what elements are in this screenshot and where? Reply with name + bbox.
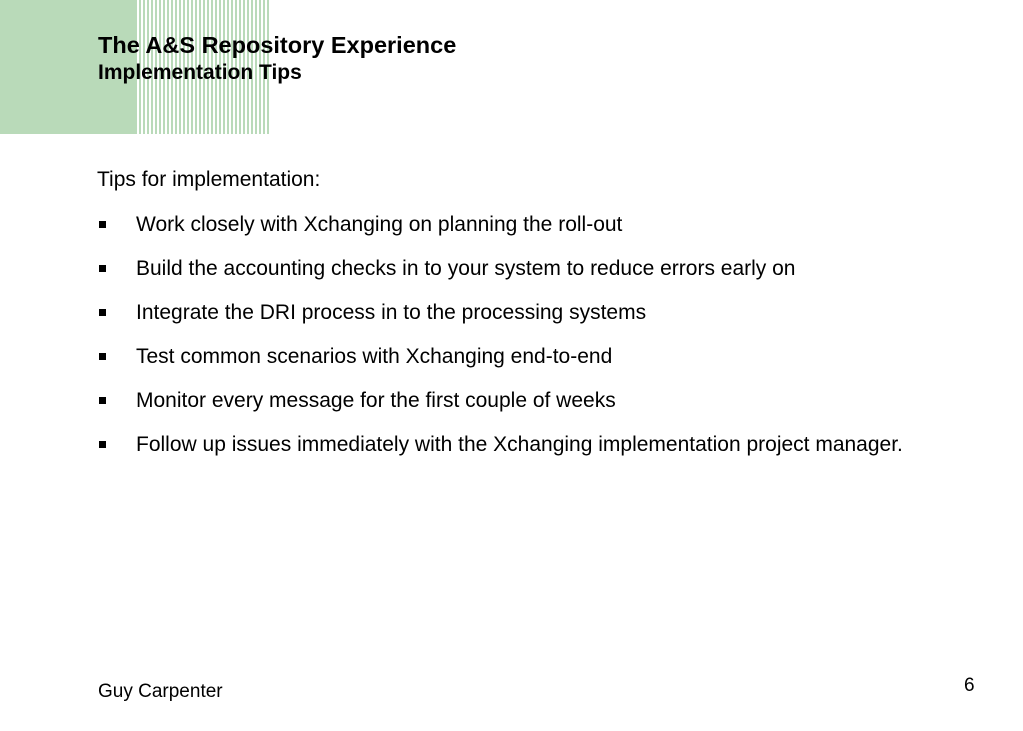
footer-company: Guy Carpenter [98,681,223,702]
tip-text: Test common scenarios with Xchanging end-to-end [136,345,613,368]
slide-body [97,166,937,474]
tip-item [97,430,937,459]
tip-item [97,254,937,283]
square-bullet-icon [99,441,106,448]
tips-list [97,210,937,459]
tip-text: Integrate the DRI process in to the processing systems [136,301,647,324]
slide-subtitle: Implementation Tips [98,61,302,84]
tip-item [97,342,937,371]
tip-text: Work closely with Xchanging on planning the roll-out [136,213,623,236]
square-bullet-icon [99,353,106,360]
tip-text: Follow up issues immediately with the Xchanging implementation project manager. [136,433,903,456]
page-number: 6 [964,675,975,696]
tip-item [97,210,937,239]
slide-title: The A&S Repository Experience [98,32,457,58]
tip-text: Monitor every message for the first couple of weeks [136,389,616,412]
intro-text: Tips for implementation: [97,168,321,191]
square-bullet-icon [99,221,106,228]
square-bullet-icon [99,265,106,272]
tip-item [97,298,937,327]
square-bullet-icon [99,397,106,404]
square-bullet-icon [99,309,106,316]
tip-item [97,386,937,415]
tip-text: Build the accounting checks in to your system to reduce errors early on [136,257,796,280]
slide-title-block [98,31,456,87]
